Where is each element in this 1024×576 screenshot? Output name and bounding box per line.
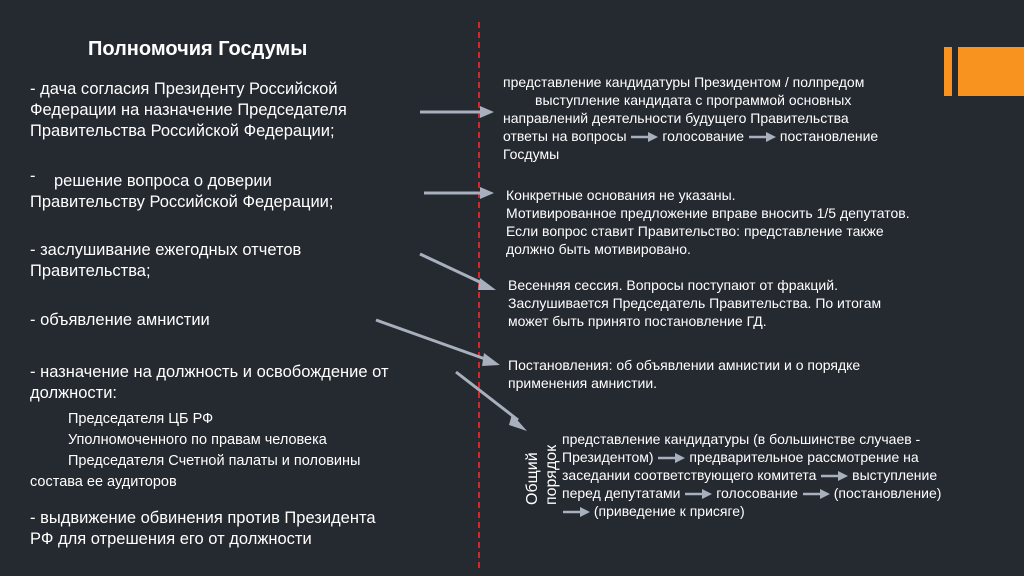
detail-text-line: Конкретные основания не указаны.: [506, 187, 736, 203]
connector-arrow-icon: [376, 320, 500, 366]
power-text-line: - выдвижение обвинения против Президента: [30, 509, 376, 527]
connector-arrow-icon: [420, 106, 494, 118]
detail-step: постановление: [779, 128, 879, 144]
detail-step: заседании соответствующего комитета: [562, 467, 817, 483]
power-text-line: Правительства Российской Федерации;: [30, 122, 335, 140]
detail-step: (приведение к присяге): [593, 503, 745, 519]
detail-step: голосование: [662, 128, 745, 144]
detail-step: перед депутатами: [562, 485, 681, 501]
power-text-line: Правительства;: [30, 262, 151, 280]
appointment-subitem: Председателя ЦБ РФ: [68, 411, 214, 427]
detail-step: (постановление): [833, 485, 942, 501]
detail-text-line: направлений деятельности будущего Правительства: [503, 110, 849, 126]
detail-text-line: Заслушивается Председатель Правительства. По итогам: [508, 295, 882, 311]
power-text-line: - заслушивание ежегодных отчетов: [30, 241, 302, 259]
appointment-subitem: Уполномоченного по правам человека: [68, 432, 327, 448]
power-text-line: - дача согласия Президенту Российской: [30, 80, 338, 98]
detail-text-line: Если вопрос ставит Правительство: представление также: [506, 223, 884, 239]
general-procedure-line: Общий: [524, 452, 541, 505]
power-text-line: Правительству Российской Федерации;: [30, 193, 334, 211]
detail-step: предварительное рассмотрение на: [689, 449, 919, 465]
power-text-line: - объявление амнистии: [30, 311, 210, 329]
power-text-line: - назначение на должность и освобождение от: [30, 363, 389, 381]
connector-arrow-icon: [420, 254, 496, 290]
power-text-line: РФ для отрешения его от должности: [30, 530, 312, 548]
power-text-line: должности:: [30, 384, 118, 402]
detail-text-line: выступление кандидата с программой основных: [535, 92, 852, 108]
detail-text-line: должно быть мотивировано.: [506, 241, 691, 257]
detail-text-line: представление кандидатуры (в большинстве случаев -: [562, 431, 921, 447]
detail-text-line: может быть принято постановление ГД.: [508, 313, 767, 329]
detail-step: выступление: [852, 467, 938, 483]
detail-text-line: Госдумы: [503, 146, 560, 162]
detail-text-line: Весенняя сессия. Вопросы поступают от фракций.: [508, 277, 838, 293]
detail-text-line: Мотивированное предложение вправе вносить 1/5 депутатов.: [506, 205, 910, 221]
appointment-subitem: состава ее аудиторов: [30, 474, 177, 490]
slide-title: Полномочия Госдумы: [88, 38, 308, 60]
detail-text-line: представление кандидатуры Президентом / полпредом: [503, 74, 865, 90]
general-procedure-line: порядок: [543, 444, 560, 505]
power-text-line: Федерации на назначение Председателя: [30, 101, 347, 119]
detail-step: голосование: [716, 485, 798, 501]
power-confidence-dash: -: [30, 167, 36, 185]
appointment-subitem: Председателя Счетной палаты и половины: [68, 453, 361, 469]
connector-arrow-icon: [456, 372, 527, 431]
detail-text-line: Постановления: об объявлении амнистии и о порядке: [508, 357, 861, 373]
detail-text-line: применения амнистии.: [508, 375, 658, 391]
detail-step: ответы на вопросы: [503, 128, 627, 144]
connector-arrow-icon: [424, 187, 494, 199]
power-text-line: решение вопроса о доверии: [54, 172, 272, 190]
detail-step: Президентом): [562, 449, 654, 465]
